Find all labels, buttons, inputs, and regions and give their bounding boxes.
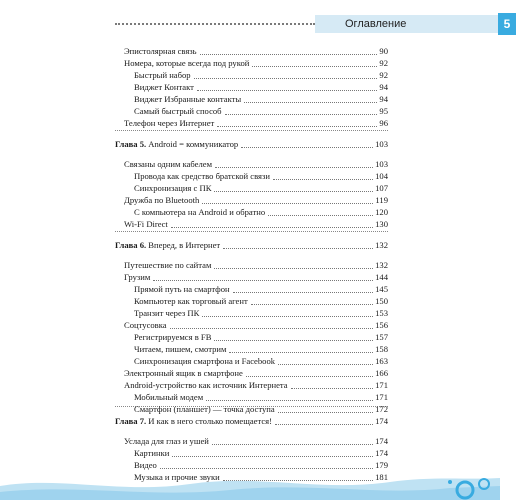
toc-dot-leader [160, 468, 373, 469]
toc-entry-title: Видео [134, 460, 157, 470]
toc-page-number: 132 [375, 260, 388, 270]
toc-entry-title: Быстрый набор [134, 70, 191, 80]
toc-section-row[interactable] [0, 435, 500, 447]
toc-page-number: 156 [375, 320, 388, 330]
toc-entry-title: Соцтусовка [124, 320, 167, 330]
toc-page-number: 172 [375, 404, 388, 414]
toc-subsection-row[interactable] [0, 343, 500, 355]
toc-page-number: 132 [375, 240, 388, 250]
chapter-label: Глава 5. [115, 139, 147, 149]
toc-subsection-row[interactable] [0, 170, 500, 182]
toc-entry-title: Услада для глаз и ушей [124, 436, 209, 446]
toc-entry-title: Музыка и прочие звуки [134, 472, 220, 482]
toc-dot-leader [212, 444, 373, 445]
toc-page-number: 92 [379, 58, 388, 68]
toc-page-number: 90 [379, 46, 388, 56]
toc-subsection-row[interactable] [0, 206, 500, 218]
toc-page-number: 171 [375, 392, 388, 402]
toc-page-number: 95 [379, 106, 388, 116]
toc-dot-leader [194, 78, 377, 79]
toc-entry-title: Грузим [124, 272, 151, 282]
toc-subsection-row[interactable] [0, 105, 500, 117]
toc-page-number: 174 [375, 436, 388, 446]
toc-page-number: 179 [375, 460, 388, 470]
toc-page-number: 171 [375, 380, 388, 390]
toc-section-row[interactable] [0, 194, 500, 206]
toc-page-number: 92 [379, 70, 388, 80]
toc-entry-title: Регистрируемся в FB [134, 332, 212, 342]
toc-chapter-row[interactable] [0, 138, 500, 150]
toc-subsection-row[interactable] [0, 182, 500, 194]
toc-page-number: 120 [375, 207, 388, 217]
chapter-label: Глава 7. [115, 416, 147, 426]
toc-subsection-row[interactable] [0, 283, 500, 295]
toc-page-number: 103 [375, 159, 388, 169]
toc-page-number: 119 [375, 195, 388, 205]
toc-subsection-row[interactable] [0, 93, 500, 105]
toc-dot-leader [273, 179, 373, 180]
toc-chapter-row[interactable] [0, 239, 500, 251]
header-page-number: 5 [498, 13, 516, 35]
toc-page-number: 103 [375, 139, 388, 149]
toc-dot-leader [252, 66, 377, 67]
toc-section-row[interactable] [0, 367, 500, 379]
toc-entry-title: Транзит через ПК [134, 308, 200, 318]
toc-entry-title: Телефон через Интернет [124, 118, 215, 128]
toc-dot-leader [229, 352, 373, 353]
toc-dot-leader [268, 215, 373, 216]
toc-dot-leader [197, 90, 377, 91]
toc-section-row[interactable] [0, 271, 500, 283]
chapter-separator [115, 231, 388, 232]
toc-entry-title: Синхронизация смартфона и Facebook [134, 356, 276, 366]
toc-page-number: 174 [375, 448, 388, 458]
toc-dot-leader [215, 167, 373, 168]
toc-page-number: 107 [375, 183, 388, 193]
toc-page-number: 150 [375, 296, 388, 306]
toc-entry-title: Глава 5. Android = коммуникатор [115, 139, 239, 149]
toc-subsection-row[interactable] [0, 331, 500, 343]
header-section-title: Оглавление [315, 15, 498, 33]
toc-entry-title: Связаны одним кабелем [124, 159, 213, 169]
toc-subsection-row[interactable] [0, 403, 500, 415]
toc-dot-leader [153, 280, 373, 281]
toc-dot-leader [200, 54, 377, 55]
toc-section-row[interactable] [0, 218, 500, 230]
toc-page-number: 96 [379, 118, 388, 128]
toc-page-number: 104 [375, 171, 388, 181]
toc-dot-leader [223, 248, 373, 249]
toc-entry-title: Эпистолярная связь [124, 46, 197, 56]
toc-entry-title: Номера, которые всегда под рукой [124, 58, 250, 68]
toc-entry-title: Провода как средство братской связи [134, 171, 270, 181]
toc-subsection-row[interactable] [0, 69, 500, 81]
toc-subsection-row[interactable] [0, 459, 500, 471]
toc-dot-leader [214, 340, 373, 341]
toc-section-row[interactable] [0, 319, 500, 331]
toc-dot-leader [244, 102, 377, 103]
toc-entry-title: Дружба по Bluetooth [124, 195, 200, 205]
toc-section-row[interactable] [0, 259, 500, 271]
toc-entry-title: Android-устройство как источник Интернета [124, 380, 288, 390]
toc-subsection-row[interactable] [0, 447, 500, 459]
toc-subsection-row[interactable] [0, 295, 500, 307]
toc-entry-title: Картинки [134, 448, 170, 458]
toc-subsection-row[interactable] [0, 355, 500, 367]
toc-page-number: 166 [375, 368, 388, 378]
toc-entry-title: С компьютера на Android и обратно [134, 207, 266, 217]
toc-page-number: 94 [379, 82, 388, 92]
toc-dot-leader [206, 400, 373, 401]
toc-section-row[interactable] [0, 45, 500, 57]
toc-page-number: 174 [375, 416, 388, 426]
toc-entry-title: Глава 6. Вперед, в Интернет [115, 240, 221, 250]
bottom-wave-decoration [0, 472, 500, 500]
toc-dot-leader [214, 191, 373, 192]
toc-dot-leader [291, 388, 373, 389]
toc-dot-leader [225, 114, 377, 115]
toc-entry-title: Компьютер как торговый агент [134, 296, 248, 306]
toc-entry-title: Смартфон (планшет) — точка доступа [134, 404, 275, 414]
toc-entry-title: Виджет Контакт [134, 82, 194, 92]
toc-section-row[interactable] [0, 117, 500, 129]
toc-page-number: 130 [375, 219, 388, 229]
toc-dot-leader [241, 147, 373, 148]
toc-dot-leader [214, 268, 373, 269]
toc-page-number: 163 [375, 356, 388, 366]
toc-subsection-row[interactable] [0, 307, 500, 319]
toc-dot-leader [233, 292, 373, 293]
toc-section-row[interactable] [0, 158, 500, 170]
toc-subsection-row[interactable] [0, 81, 500, 93]
toc-dot-leader [202, 203, 373, 204]
toc-page-number: 157 [375, 332, 388, 342]
toc-entry-title: Глава 7. И как в него столько помещается! [115, 416, 272, 426]
toc-entry-title: Виджет Избранные контакты [134, 94, 242, 104]
toc-subsection-row[interactable] [0, 391, 500, 403]
toc-entry-title: Самый быстрый способ [134, 106, 222, 116]
toc-dot-leader [172, 456, 373, 457]
toc-dot-leader [278, 412, 373, 413]
toc-page-number: 94 [379, 94, 388, 104]
chapter-separator [115, 130, 388, 131]
toc-page-number: 145 [375, 284, 388, 294]
toc-dot-leader [246, 376, 373, 377]
toc-entry-title: Читаем, пишем, смотрим [134, 344, 227, 354]
toc-dot-leader [170, 328, 373, 329]
toc-dot-leader [217, 126, 377, 127]
toc-entry-title: Мобильный модем [134, 392, 204, 402]
toc-page-number: 153 [375, 308, 388, 318]
toc-dot-leader [275, 424, 373, 425]
toc-dot-leader [202, 316, 373, 317]
toc-dot-leader [251, 304, 373, 305]
chapter-label: Глава 6. [115, 240, 147, 250]
toc-page-number: 158 [375, 344, 388, 354]
toc-dot-leader [278, 364, 373, 365]
toc-page-number: 144 [375, 272, 388, 282]
toc-entry-title: Wi-Fi Direct [124, 219, 168, 229]
toc-entry-title: Синхронизация с ПК [134, 183, 212, 193]
toc-section-row[interactable] [0, 379, 500, 391]
toc-entry-title: Прямой путь на смартфон [134, 284, 230, 294]
toc-entry-title: Электронный ящик в смартфоне [124, 368, 243, 378]
toc-dot-leader [171, 227, 373, 228]
toc-chapter-row[interactable] [0, 415, 500, 427]
toc-section-row[interactable] [0, 57, 500, 69]
toc-entry-title: Путешествие по сайтам [124, 260, 212, 270]
toc-page-number: 181 [375, 472, 388, 482]
